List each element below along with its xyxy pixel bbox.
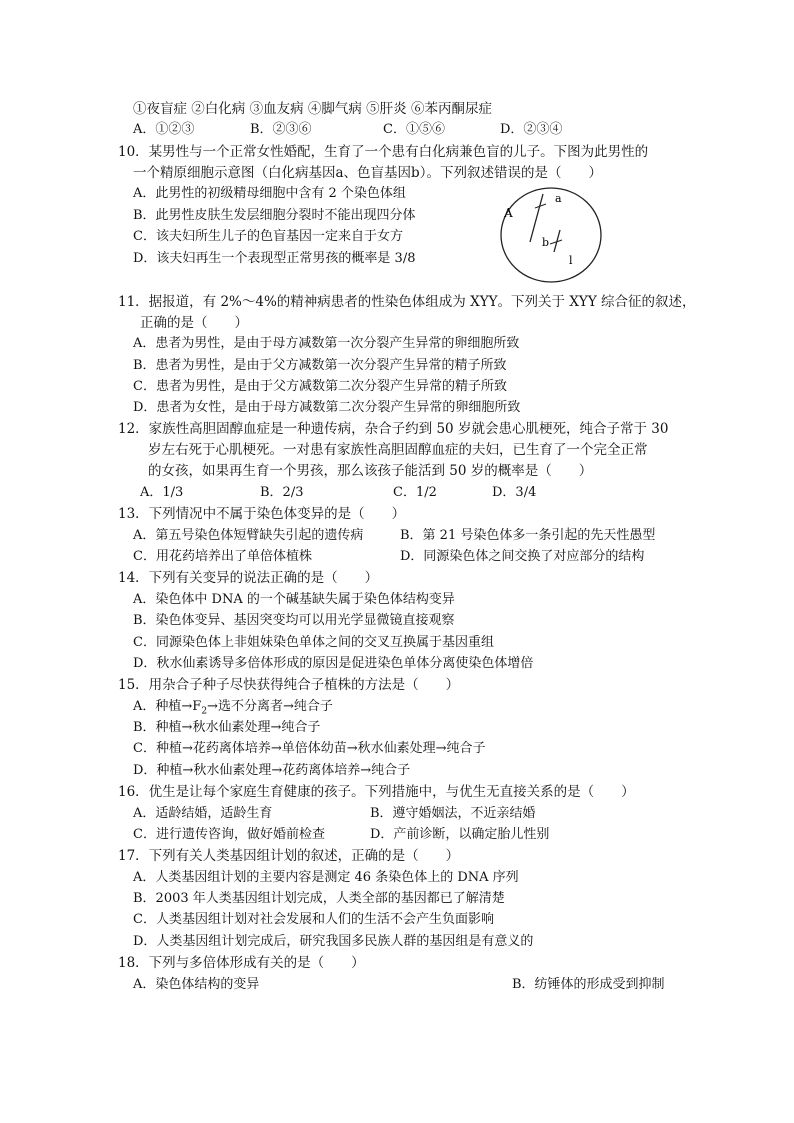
q14-option-d: D．秋水仙素诱导多倍体形成的原因是促进染色单体分离使染色体增倍	[133, 656, 534, 671]
label-A: A	[504, 206, 513, 220]
q11-stem-line1: 11．据报道，有 2%～4%的精神病患者的性染色体组成为 XYY。下列关于 XYY 综合征的叙述，	[118, 294, 696, 310]
q12-stem-line1: 12．家族性高胆固醇血症是一种遗传病，杂合子约到 50 岁就会患心肌梗死，纯合子常于 30	[118, 421, 669, 437]
q17-option-b: B．2003 年人类基因组计划完成，人类全部的基因都已了解清楚	[133, 891, 505, 906]
q10-option-c: C．该夫妇所生儿子的色盲基因一定来自于女方	[133, 229, 403, 244]
q16-option-d: D．产前诊断，以确定胎儿性别	[370, 827, 550, 842]
q10-stem-line2: 一个精原细胞示意图（白化病基因a、色盲基因b）。下列叙述错误的是（ ）	[133, 165, 602, 181]
q15-stem: 15．用杂合子种子尽快获得纯合子植株的方法是（ ）	[118, 677, 460, 693]
q18-stem: 18．下列与多倍体形成有关的是（ ）	[118, 955, 365, 971]
q10-option-a: A．此男性的初级精母细胞中含有 2 个染色体组	[133, 186, 406, 201]
q13-option-d: D．同源染色体之间交换了对应部分的结构	[400, 549, 645, 564]
q15-option-b: B．种植→秋水仙素处理→纯合子	[133, 720, 321, 735]
chromosome-A	[530, 194, 543, 242]
q13-stem: 13．下列情况中不属于染色体变异的是（ ）	[118, 506, 406, 522]
q17-option-d: D．人类基因组计划完成后，研究我国多民族人群的基因组是有意义的	[133, 934, 534, 949]
q11-option-b: B．患者为男性，是由于父方减数第一次分裂产生异常的精子所致	[133, 358, 507, 373]
label-b: b	[542, 236, 550, 249]
q9-items: ①夜盲症 ②白化病 ③血友病 ④脚气病 ⑤肝炎 ⑥苯丙酮尿症	[133, 101, 492, 117]
q9-option-c: C．①⑤⑥	[383, 122, 445, 137]
q10-option-d: D．该夫妇再生一个表现型正常男孩的概率是 3/8	[133, 251, 416, 266]
q18-option-b: B．纺锤体的形成受到抑制	[512, 977, 665, 992]
q18-option-a: A．染色体结构的变异	[133, 977, 260, 992]
q16-option-c: C．进行遗传咨询，做好婚前检查	[133, 827, 325, 842]
q9-option-b: B．②③⑥	[250, 122, 312, 137]
q16-option-b: B．遵守婚姻法，不近亲结婚	[370, 806, 536, 821]
q12-option-c: C．1/2	[393, 485, 437, 500]
q11-option-c: C．患者为男性，是由于父方减数第二次分裂产生异常的精子所致	[133, 379, 507, 394]
label-1: l	[569, 254, 573, 267]
q15-option-a-pre: A．种植→F	[133, 699, 202, 714]
q17-stem: 17．下列有关人类基因组计划的叙述，正确的是（ ）	[118, 848, 460, 864]
q17-option-c: C．人类基因组计划对社会发展和人们的生活不会产生负面影响	[133, 912, 494, 927]
q17-option-a: A．人类基因组计划的主要内容是测定 46 条染色体上的 DNA 序列	[133, 870, 519, 885]
q14-option-b: B．染色体变异、基因突变均可以用光学显微镜直接观察	[133, 613, 455, 628]
q15-option-a-post: →选不分离者→纯合子	[207, 699, 333, 714]
q11-option-d: D．患者为女性，是由于母方减数第二次分裂产生异常的卵细胞所致	[133, 400, 521, 415]
spermatogonium-diagram	[498, 184, 604, 286]
q9-option-d: D．②③④	[500, 122, 563, 137]
q12-option-d: D．3/4	[492, 485, 537, 500]
q9-option-a: A．①②③	[133, 122, 195, 137]
q13-option-c: C．用花药培养出了单倍体植株	[133, 549, 312, 564]
label-a: a	[555, 192, 562, 205]
q11-option-a: A．患者为男性，是由于母方减数第一次分裂产生异常的卵细胞所致	[133, 336, 520, 351]
q16-stem: 16．优生是让每个家庭生育健康的孩子。下列措施中，与优生无直接关系的是（ ）	[118, 784, 635, 800]
q12-stem-line2: 岁左右死于心肌梗死。一对患有家族性高胆固醇血症的夫妇，已生育了一个完全正常	[148, 442, 648, 458]
q13-option-b: B．第 21 号染色体多一条引起的先天性愚型	[400, 528, 656, 543]
q14-option-a: A．染色体中 DNA 的一个碱基缺失属于染色体结构变异	[133, 592, 455, 607]
q14-stem: 14．下列有关变异的说法正确的是（ ）	[118, 570, 379, 586]
q12-option-b: B．2/3	[260, 485, 304, 500]
q10-stem-line1: 10．某男性与一个正常女性婚配，生育了一个患有白化病兼色盲的儿子。下图为此男性的	[118, 144, 649, 160]
q12-option-a: A．1/3	[140, 485, 184, 500]
q11-stem-line2: 正确的是（ ）	[140, 315, 248, 331]
q15-option-c: C．种植→花药离体培养→单倍体幼苗→秋水仙素处理→纯合子	[133, 741, 486, 756]
q14-option-c: C．同源染色体上非姐妹染色单体之间的交叉互换属于基因重组	[133, 635, 494, 650]
q13-option-a: A．第五号染色体短臂缺失引起的遗传病	[133, 528, 364, 543]
q10-option-b: B．此男性皮肤生发层细胞分裂时不能出现四分体	[133, 208, 416, 223]
q12-stem-line3: 的女孩，如果再生育一个男孩，那么该孩子能活到 50 岁的概率是（ ）	[148, 463, 593, 479]
q15-option-d: D．种植→秋水仙素处理→花药离体培养→纯合子	[133, 763, 411, 778]
q16-option-a: A．适龄结婚，适龄生育	[133, 806, 273, 821]
cell-membrane	[501, 188, 601, 282]
q15-option-a-subscript: 2	[201, 706, 208, 717]
